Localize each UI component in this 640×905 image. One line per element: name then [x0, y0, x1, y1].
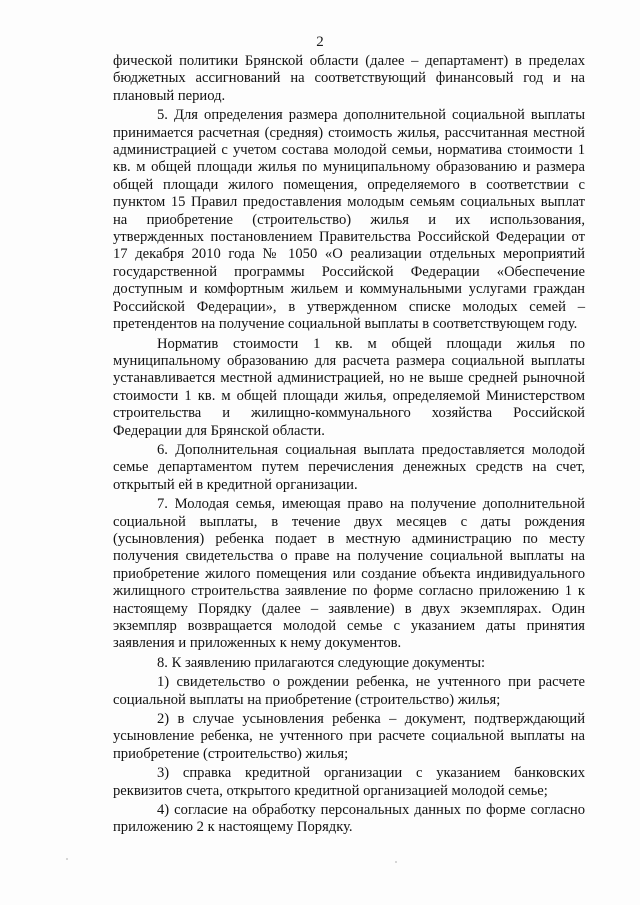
page-number: 2 [316, 34, 324, 50]
list-item-1: 1) свидетельство о рождении ребенка, не учтенного при расчете социальной выплаты на приобретение (строительство) жилья; [113, 674, 585, 708]
document-body [113, 53, 585, 839]
paragraph-continuation: фической политики Брянской области (далее – департамент) в пределах бюджетных ассигнований на соответствующий финансовый год и на плановый период. [113, 53, 585, 104]
paragraph-item-6: 6. Дополнительная социальная выплата предоставляется молодой семье департаментом путем перечисления денежных средств на счет, открытый ей в кредитной организации. [113, 441, 585, 493]
paragraph-item-7: 7. Молодая семья, имеющая право на получение дополнительной социальной выплаты, в течение двух месяцев с даты рождения (усыновления) ребенка подает в местную администрацию по месту получения свидетельства о праве на получение социальной выплаты на приобретение жилого помещения или создание объекта индивидуального жилищного строительства заявление по форме согласно приложению 1 к настоящему Порядку (далее – заявление) в двух экземплярах. Один экземпляр возвращается молодой семье с указанием даты принятия заявления и приложенных к нему документов. [113, 496, 585, 652]
list-item-2: 2) в случае усыновления ребенка – документ, подтверждающий усыновление ребенка, не учтенного при расчете социальной выплаты на приобретение (строительство) жилья; [113, 711, 585, 762]
paragraph-norm-cost: Норматив стоимости 1 кв. м общей площади жилья по муниципальному образованию для расчета размера социальной выплаты устанавливается местной администрацией, но не выше средней рыночной стоимости 1 кв. м общей площади жилья, определяемой Министерством строительства и жилищно-коммунального хозяйства Российской Федерации для Брянской области. [113, 335, 585, 439]
scan-speck [66, 858, 68, 860]
paragraph-item-5: 5. Для определения размера дополнительной социальной выплаты принимается расчетная (средняя) стоимость жилья, рассчитанная местной администрацией с учетом состава молодой семьи, норматива стоимости 1 кв. м общей площади жилья по муниципальному образованию и размера общей площади жилого помещения, определяемого в соответствии с пунктом 15 Правил предоставления молодым семьям социальных выплат на приобретение (строительство) жилья и их использования, утвержденных постановлением Правительства Российской Федерации от 17 декабря 2010 года № 1050 «О реализации отдельных мероприятий государственной программы Российской Федерации «Обеспечение доступным и комфортным жильем и коммунальными услугами граждан Российской Федерации», в утвержденном списке молодых семей – претендентов на получение социальной выплаты в соответствующем году. [113, 107, 585, 333]
scan-speck [395, 861, 397, 863]
paragraph-item-8: 8. К заявлению прилагаются следующие документы: [157, 654, 486, 671]
list-item-4: 4) согласие на обработку персональных данных по форме согласно приложению 2 к настоящему Порядку. [113, 802, 585, 836]
list-item-3: 3) справка кредитной организации с указанием банковских реквизитов счета, открытого кредитной организацией молодой семье; [113, 765, 585, 799]
